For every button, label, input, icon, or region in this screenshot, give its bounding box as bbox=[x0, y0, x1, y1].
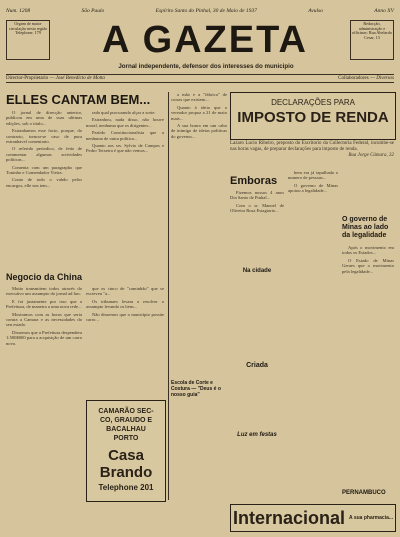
declaracoes-text bbox=[230, 141, 394, 167]
director-line: Director-Proprietario — José Benedicto de Motta Collaboradores — Diversos bbox=[6, 76, 394, 81]
collab-value: Diversos bbox=[376, 76, 394, 81]
internacional-sub: A sua pharmacia... bbox=[349, 515, 394, 521]
ad-casa-brando: Casa Brando bbox=[99, 447, 153, 481]
headline-criada: Criada bbox=[246, 362, 268, 369]
ad-line-2: CO, GRAUDO E bbox=[99, 417, 153, 424]
ad-telephone: Telephone 201 bbox=[98, 483, 154, 492]
year: Anno XV bbox=[374, 8, 394, 14]
declaracoes-main: IMPOSTO DE RENDA bbox=[237, 109, 389, 126]
newspaper-title: A GAZETA bbox=[102, 19, 308, 61]
column-rule bbox=[168, 92, 169, 500]
issue-date: Espírito Santo do Pinhal, 30 de Maio de 1937 bbox=[155, 8, 257, 14]
headline-governo: O governo de Minas ao lado da legalidade bbox=[342, 216, 389, 239]
headline-negocio: Negocio da China bbox=[6, 272, 83, 282]
ad-line-1: CAMARÃO SEC- bbox=[98, 408, 154, 415]
headline-escola: Escola de Corte e Costura — "Deus é o nosso guia" bbox=[171, 380, 221, 398]
headline-pernambuco: PERNAMBUCO bbox=[342, 490, 386, 496]
headline-na-cidade: Na cidade bbox=[242, 268, 272, 274]
headline-elles: ELLES CANTAM BEM... bbox=[6, 92, 151, 107]
internacional-title: Internacional bbox=[232, 507, 346, 528]
article-elles-col1: O jornal de direcção anterior, publicou em uma de suas ultimas edições, sob o titulo... Estranhamos esse facto, porque, do contrario, tornou-se caso de pura estranhavel comentario. O referido periodico, de feito de commentar algumas actividades politicas... Comenta com um paragrapho que Toninho e Comendador Vieira. Conta de todo o vahdo pelos encargos, elle nos tem... bbox=[6, 110, 82, 188]
headline-emboras: Emboras bbox=[230, 175, 278, 187]
article-negocio-col2: que os cinco de "caminhão" que se escreveu "a... Os tribunaes levam a resolver o assumpto levando os bens... Não dissemos que o município possúe carro... bbox=[86, 286, 164, 323]
article-elles-col2: rada qual procurando alçar a sorte. Estranhou, nada disso, não houve moral, nenhuma que os dirigentes... Partido Constitucionalista que a nenhuma de outra politica... Quanto aos srs. Sylvio de Campos e Pedro Teixeira é que não vemos... bbox=[86, 110, 164, 154]
ad-line-3: BACALHAU bbox=[106, 426, 146, 433]
article-col6: Após o movimento em todos os Estados... O Estado de Minas Geraes que o movimento pela legalidade... bbox=[342, 245, 394, 274]
declaracoes-body: Lazaro Lucio Ribeiro, preposto do Escritorio da Collectoria Federal, incumbe-se nas horas vagas, de preparar declarações para imposto de renda. bbox=[230, 141, 394, 152]
right-info-box: Redacção, administração e officinas: Rua Abelardo Cesar, 13 bbox=[350, 20, 394, 60]
newspaper-subtitle: Jornal independente, defensor dos interesses do municipio bbox=[118, 63, 294, 70]
city: São Paulo bbox=[81, 8, 105, 14]
price: Avulso bbox=[308, 8, 323, 14]
headline-luz: Luz em festas bbox=[237, 432, 277, 438]
article-col3: a mão e a "fábrica" de coisas que existem... Quanto à ideia que o vereador propoz a 21 de maio mais... A sua honra em um cabo de inimigo de ideias politicas do governo... bbox=[171, 92, 227, 139]
declaracoes-top: DECLARAÇÕES PARA bbox=[271, 98, 355, 107]
collab-label: Collaboradores bbox=[338, 76, 369, 81]
ad-internacional bbox=[230, 504, 396, 532]
director-name: José Benedicto de Motta bbox=[55, 76, 105, 81]
director-label: Director-Proprietario bbox=[6, 76, 49, 81]
left-info-box: Orgam de maior circulação nesta região Telephone, 179 bbox=[6, 20, 50, 60]
article-negocio-col1: Muito transmitem todos através do executivo um assumpto do jornal ad hoc. E foi justamente por isso que a Prefeitura, de maneira a uma nova rede... Mostramos com as horas que seria contra a Camara e as necessidades do seu estado. Dissemos que a Prefeitura despendera 1:500$000 para a acquisição de um carro novo. bbox=[6, 286, 82, 346]
article-col4: Fizemos nossos 4 anos Dia Santo de Pinhal... Com o sr. Manoel de Oliveira Rosa Estagiario... bbox=[230, 190, 284, 214]
declaracoes-address: Rua Jorge Cámara, 32 bbox=[348, 153, 394, 158]
masthead bbox=[6, 18, 394, 88]
article-col5: hem era já tapulhada o numero de pessoas... O governo de Minas apoiou a legalidade... bbox=[288, 170, 338, 194]
ad-camarao-casa-brando bbox=[86, 400, 166, 502]
masthead-info-line bbox=[6, 8, 394, 16]
ad-declaracoes-box bbox=[230, 92, 396, 140]
issue-number: Num. 1208 bbox=[6, 8, 31, 14]
ad-line-4: PORTO bbox=[113, 435, 139, 442]
